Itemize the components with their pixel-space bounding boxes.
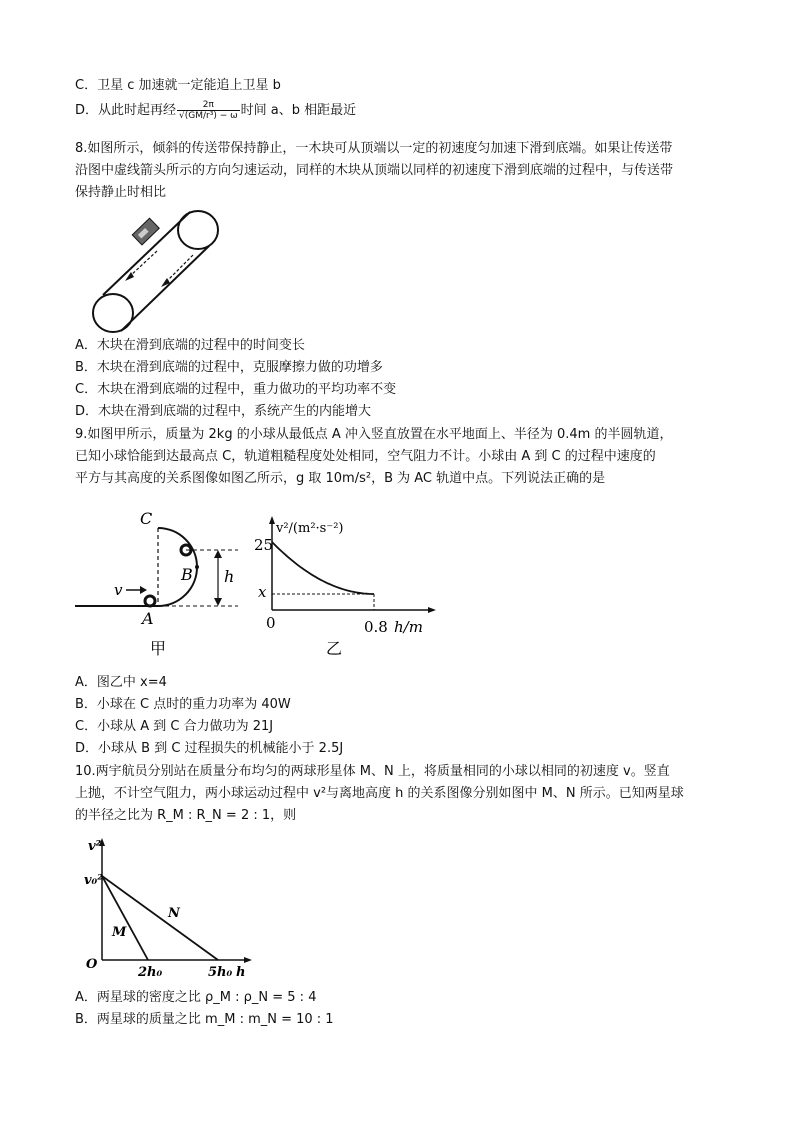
q9-stem-line3: 平方与其高度的关系图像如图乙所示，g 取 10m/s²，B 为 AC 轨道中点。下列说法正确的是 — [75, 471, 606, 486]
q7-fraction — [177, 100, 240, 121]
label-m: M — [112, 925, 127, 940]
q7-option-d-suffix: 时间 a、b 相距最近 — [240, 103, 357, 118]
q10-option-a: A．两星球的密度之比 ρ_M : ρ_N = 5 : 4 — [75, 990, 317, 1005]
semicircle-track-figure — [70, 510, 250, 660]
point-b-dot — [195, 565, 199, 569]
origin-0: 0 — [266, 614, 276, 632]
label-c: C — [140, 510, 153, 528]
q7-fraction-denominator: √(GM/r³) − ω — [179, 111, 238, 121]
q9-option-c: C．小球从 A 到 C 合力做功为 21J — [75, 719, 274, 734]
v0-squared-label: v₀² — [84, 873, 103, 888]
origin-o: O — [86, 957, 98, 972]
v2-h-two-stars-chart — [82, 832, 262, 982]
q7-fraction-numerator: 2π — [177, 100, 240, 111]
ball-at-a — [145, 596, 155, 606]
label-a: A — [142, 609, 154, 628]
q8-stem-line2: 沿图中虚线箭头所示的方向匀速运动，同样的木块从顶端以同样的初速度下滑到底端的过程中，与传送带 — [75, 163, 674, 178]
q10-stem-line3: 的半径之比为 R_M : R_N = 2 : 1，则 — [75, 808, 297, 823]
q8-stem-line3: 保持静止时相比 — [75, 185, 167, 200]
tick-2h0: 2h₀ — [138, 965, 163, 980]
caption-yi: 乙 — [326, 639, 343, 658]
q8-stem-line1: 8.如图所示，倾斜的传送带保持静止，一木块可从顶端以一定的初速度匀加速下滑到底端。如果让传送带 — [75, 141, 673, 156]
tick-5h0: 5h₀ — [208, 965, 233, 980]
q9-option-d: D．小球从 B 到 C 过程损失的机械能小于 2.5J — [75, 741, 344, 756]
q9-option-b: B．小球在 C 点时的重力功率为 40W — [75, 697, 291, 712]
label-b: B — [181, 565, 193, 584]
q8-option-c: C．木块在滑到底端的过程中，重力做功的平均功率不变 — [75, 382, 397, 397]
belt-lower-edge — [121, 246, 209, 331]
q9-option-a: A．图乙中 x=4 — [75, 675, 167, 690]
y-axis-label: v²/(m²·s⁻²) — [276, 521, 344, 536]
tick-x: x — [258, 583, 267, 601]
line-m — [102, 876, 148, 960]
v2-curve — [272, 542, 374, 594]
conveyor-belt-figure — [85, 205, 235, 335]
q8-option-d: D．木块在滑到底端的过程中，系统产生的内能增大 — [75, 404, 372, 419]
caption-jia: 甲 — [150, 639, 167, 658]
q9-stem-line1: 9.如图甲所示，质量为 2kg 的小球从最低点 A 冲入竖直放置在水平地面上、半径为 0.4m 的半圆轨道， — [75, 427, 673, 442]
label-n: N — [168, 906, 180, 921]
q8-option-a: A．木块在滑到底端的过程中的时间变长 — [75, 338, 305, 353]
label-v: v — [114, 581, 123, 599]
q7-option-c: C．卫星 c 加速就一定能追上卫星 b — [75, 78, 281, 93]
q9-stem-line2: 已知小球恰能到达最高点 C，轨道粗糙程度处处相同，空气阻力不计。小球由 A 到 C 的过程中速度的 — [75, 449, 656, 464]
tick-25: 25 — [254, 536, 274, 554]
belt-direction-arrow-upper — [129, 251, 157, 277]
v2-h-chart — [252, 510, 452, 660]
y-label-v2: v² — [88, 839, 102, 854]
wooden-block — [132, 218, 159, 245]
q10-stem-line1: 10.两宇航员分别站在质量分布均匀的两球形星体 M、N 上，将质量相同的小球以相同的初速度 v。竖直 — [75, 764, 670, 779]
line-n — [102, 876, 218, 960]
x-axis-label: h/m — [394, 618, 423, 636]
label-h: h — [224, 567, 235, 586]
x-label-h: h — [236, 965, 246, 980]
q7-option-d — [75, 100, 356, 121]
q7-option-d-prefix: D．从此时起再经 — [75, 103, 177, 118]
tick-0-8: 0.8 — [364, 618, 388, 636]
q8-option-b: B．木块在滑到底端的过程中，克服摩擦力做的功增多 — [75, 360, 383, 375]
belt-direction-arrow-lower — [165, 255, 193, 283]
q10-option-b: B．两星球的质量之比 m_M : m_N = 10 : 1 — [75, 1012, 334, 1027]
q10-stem-line2: 上抛，不计空气阻力，两小球运动过程中 v²与离地高度 h 的关系图像分别如图中 M、N 所示。已知两星球 — [75, 786, 684, 801]
